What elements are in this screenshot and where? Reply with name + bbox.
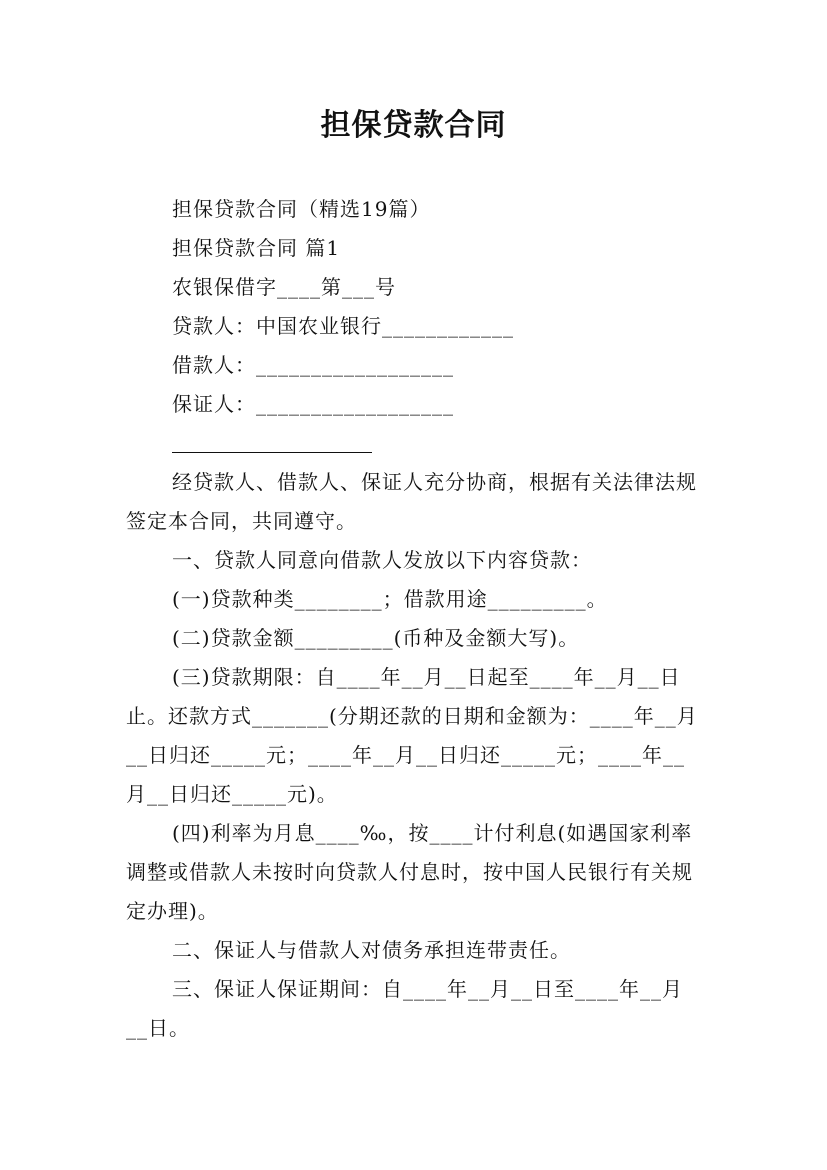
blank-signature-line	[172, 424, 372, 463]
paragraph-interest-rate: (四)利率为月息____‰，按____计付利息(如遇国家利率调整或借款人未按时向贷款人付息时，按中国人民银行有关规定办理)。	[126, 821, 693, 923]
paragraph-lender: 贷款人：中国农业银行____________	[172, 314, 514, 338]
paragraph-clause-2: 二、保证人与借款人对债务承担连带责任。	[172, 938, 571, 962]
paragraph-loan-term: (三)贷款期限：自____年__月__日起至____年__月__日止。还款方式_______(分期还款的日期和金额为：____年__月__日归还_____元；____年__月__日归还_____元；____年__月__日归还_____元)。	[126, 665, 698, 806]
document-body	[126, 190, 702, 1048]
paragraph-article-heading: 担保贷款合同 篇1	[172, 236, 341, 260]
paragraph-loan-amount: (二)贷款金额_________(币种及金额大写)。	[172, 626, 580, 650]
paragraph-preamble: 经贷款人、借款人、保证人充分协商，根据有关法律法规签定本合同，共同遵守。	[126, 470, 697, 533]
paragraph-contract-number: 农银保借字____第___号	[172, 275, 396, 299]
paragraph-guarantor: 保证人：__________________	[172, 392, 454, 416]
paragraph-borrower: 借款人：__________________	[172, 353, 454, 377]
paragraph-clause-3: 三、保证人保证期间：自____年__月__日至____年__月__日。	[126, 977, 683, 1040]
paragraph-loan-type: (一)贷款种类________；借款用途_________。	[172, 587, 608, 611]
paragraph-clause-1: 一、贷款人同意向借款人发放以下内容贷款：	[172, 548, 592, 572]
document-title: 担保贷款合同	[320, 108, 507, 143]
paragraph-subtitle: 担保贷款合同（精选19篇）	[172, 197, 431, 221]
